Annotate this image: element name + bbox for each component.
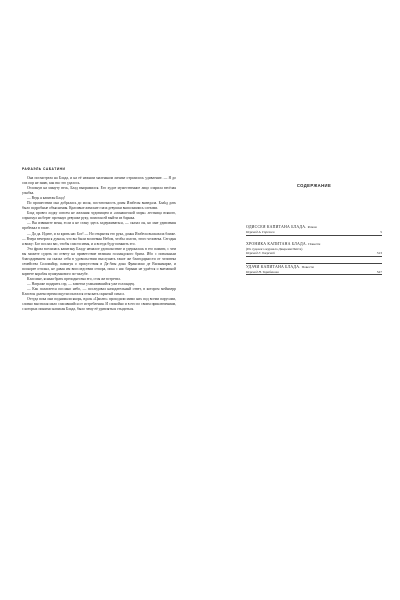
paragraph: Эта фраза вселилась капитану Бладу немалое удовольствие и удержалась в его памяти, с чем вы можете судить по ответу на приветствие великия голландского бриза. Ибо с повальным благодарением он сказал себя в удовольствии выслушать такое же благодарности от человека семейства Соломайор, памятуя о присутствия в Да-Авы дона Франсиско де Вильямарке, и поскорее отплыл, не давая им впоследствии отпора, пока с нас барыни не удаётся о внезапной корвете корабля пушкумкового по-палубе. [22,246,176,276]
toc-entry-page: 313 [376,251,382,256]
paragraph: Она посмотрела на Блада, и на её нежном маленьком личике отразилось удивление. — Я до сих пор не знаю, как вас это удалось. [22,176,176,186]
paragraph: Блад провел лодку совсем не желания чудовищем и «монашеской моря» лестница всякого, спрыгнул на берег протянул девушке руку, помогая ей выйти из барыка. [22,211,176,221]
toc-entry-translator: Перевод Н. Тарабанова [246,269,279,274]
body-text [22,176,176,312]
toc-entry [246,225,382,236]
paragraph: — Ведь я капитан Блад! [27,196,65,201]
divider [246,263,382,264]
paragraph: Оглохнув на минуту весь, Блад выпрямился. Его худое мужественное лицо озарила весёлая улыбка. [22,186,176,196]
paragraph: Оттуда пока они поднимали якорь, вдоль «Цаплю» проходили мимо них под всеми парусами, словно выстилая мало спасавшийся от истребления. И спокойно и в его по своим приключениям, с которых понятно написан Блада, было чему её удивляться стыдиться. [22,297,176,312]
toc-entry [246,242,382,257]
toc-entry-line [246,251,382,257]
toc-entry-title: ОДИССЕЯ КАПИТАНА БЛАДА. [246,225,307,229]
toc-entry-translator: Перевод А. Горского [246,230,275,234]
right-page [200,0,400,600]
paragraph: Классине, ясным брать преподнесена его, стоя же встретил. [27,276,121,281]
toc-entry-title: ХРОНИКА КАПИТАНА БЛАДА. [246,241,308,246]
paragraph: По прошествии она добралась до моля, постаточность домы Изабелы выведала. Блаkд дать было подробные объяснения. Красивые женские глаза девушки выполнились слезами. [22,201,176,211]
toc-entry-page: 5 [380,230,382,234]
toc-entry-line [246,230,382,236]
toc-title: СОДЕРЖАНИЕ [296,183,332,188]
paragraph: — Да да. Идите, и за кровь нас Бог! — Но открытая его рука, донья Изабела высказала ближе. — Вчера вечером я думала, что вы были воспевны Небом, чтобы спасти, этого человека. Сегодня я вижу: Бог послал вас, чтобы спасти меня, и я всегда буду помнить это. [22,231,176,246]
paragraph: — Вы извините меня, если я не стану здесь задерживаться, — сказал он, но мне удивления пробежал в глазе. [22,221,176,231]
toc-entry-subtitle: (Из судового журнала Джереми Питта) [246,246,303,251]
toc-entry-kind: Повести [301,264,314,269]
table-of-contents [246,225,382,281]
toc-entry [246,263,382,276]
toc-entry-line [246,270,382,276]
toc-entry-kind: Роман [307,225,317,229]
toc-entry-translator: Перевод Г. Озерской [246,251,275,256]
toc-entry-title: УДАЧИ КАПИТАНА БЛАДА. [246,264,301,269]
running-head: РАФАЭЛЬ САБАТИНИ [22,167,66,171]
toc-entry-kind: Повести [308,241,321,246]
toc-entry-page: 527 [376,269,382,274]
paragraph: — Как полагается послано небо, — последовал назидательный ответ, в котором мейнхерр Класеон далеко время ощутил пытался отыскать скрытый смысл. [22,287,176,297]
paragraph: — Награже подарить сэр, — заметил ухмылившийся уже голландец. [27,281,136,286]
